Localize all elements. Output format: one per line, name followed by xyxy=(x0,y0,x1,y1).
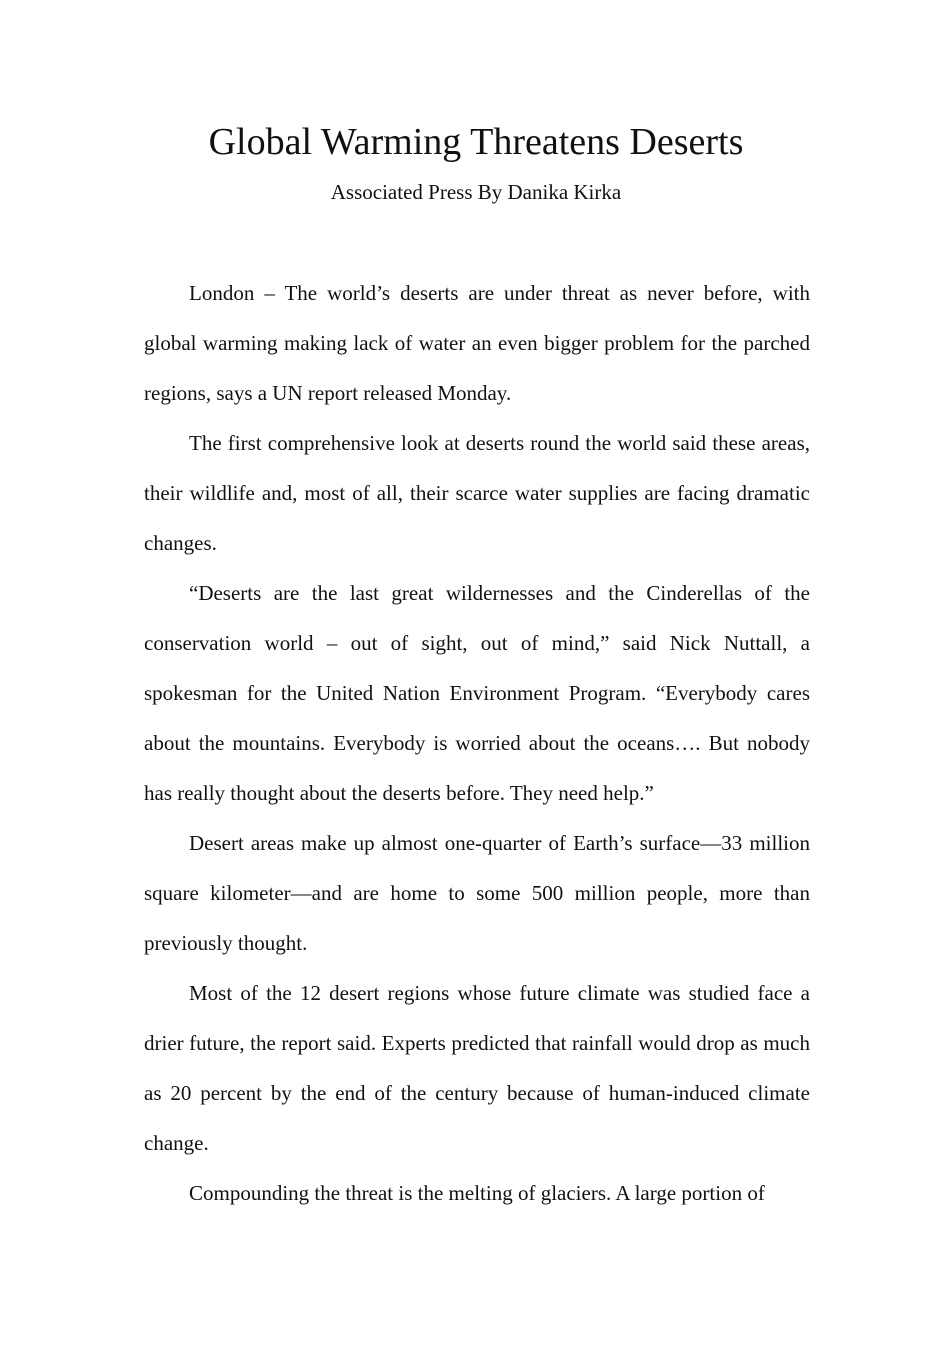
paragraph: London – The world’s deserts are under threat as never before, with global warming making lack of water an even bigger problem for the parched regions, says a UN report released Monday. xyxy=(144,281,810,405)
article-body xyxy=(144,268,810,1218)
paragraph: Compounding the threat is the melting of glaciers. A large portion of xyxy=(189,1181,765,1205)
paragraph: The first comprehensive look at deserts round the world said these areas, their wildlife and, most of all, their scarce water supplies are facing dramatic changes. xyxy=(144,431,810,555)
article-byline: Associated Press By Danika Kirka xyxy=(330,180,622,204)
paragraph: Most of the 12 desert regions whose future climate was studied face a drier future, the report said. Experts predicted that rainfall would drop as much as 20 percent by the end of the century because of human-induced climate change. xyxy=(144,981,810,1155)
paragraph: “Deserts are the last great wildernesses and the Cinderellas of the conservation world – out of sight, out of mind,” said Nick Nuttall, a spokesman for the United Nation Environment Program. “Everybody cares about the mountains. Everybody is worried about the oceans…. But nobody has really thought about the deserts before. They need help.” xyxy=(144,581,810,805)
article-title: Global Warming Threatens Deserts xyxy=(208,121,744,163)
paragraph: Desert areas make up almost one-quarter of Earth’s surface—33 million square kilometer—and are home to some 500 million people, more than previously thought. xyxy=(144,831,810,955)
